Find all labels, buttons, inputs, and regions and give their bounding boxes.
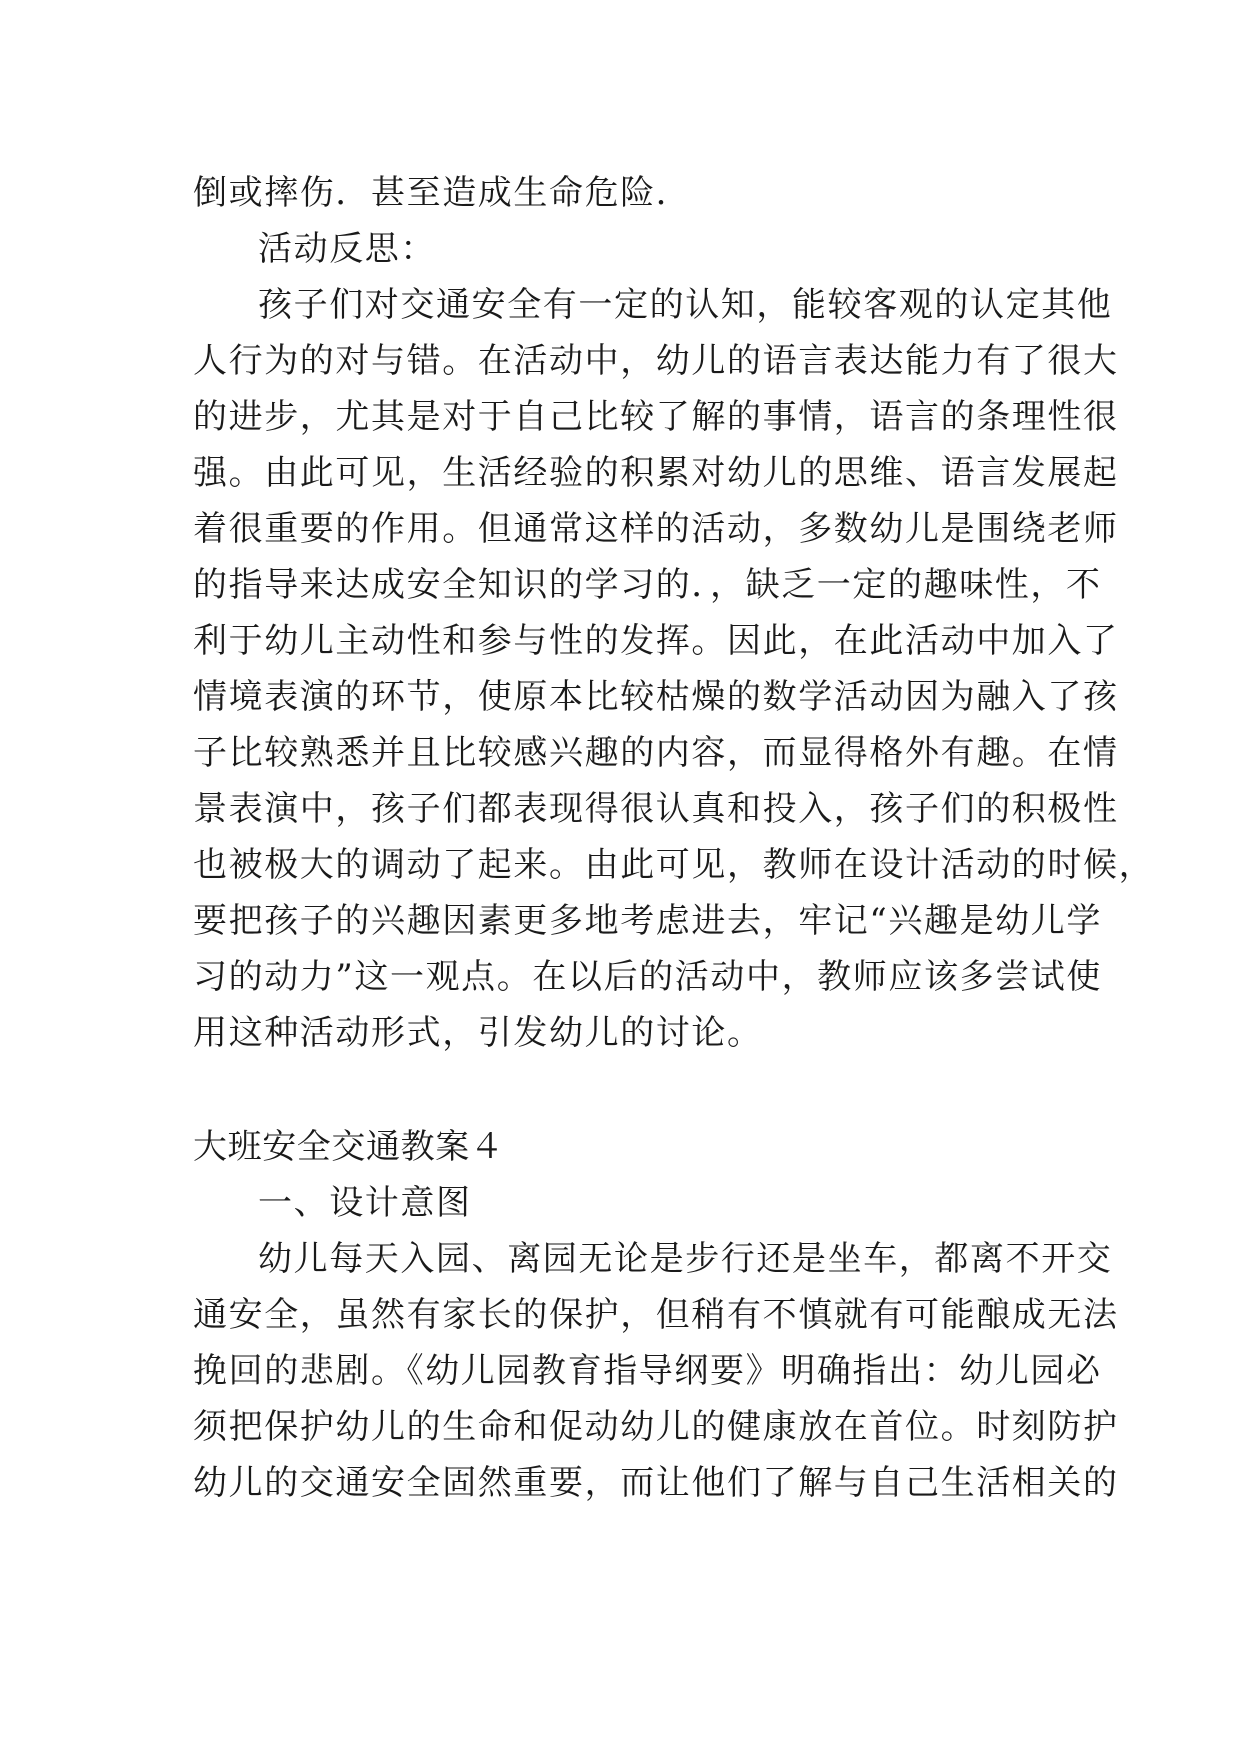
paragraph-line: 情境表演的环节，使原本比较枯燥的数学活动因为融入了孩 xyxy=(193,677,1119,717)
paragraph-line: 幼儿的交通安全固然重要，而让他们了解与自己生活相关的 xyxy=(193,1463,1119,1503)
reflection-heading: 活动反思： xyxy=(258,229,436,269)
paragraph-line: 幼儿每天入园、离园无论是步行还是坐车，都离不开交 xyxy=(258,1239,1113,1279)
paragraph-line: 习的动力”这一观点。在以后的活动中，教师应该多尝试使 xyxy=(193,957,1102,997)
lesson-title: 大班安全交通教案４ xyxy=(193,1127,505,1167)
paragraph-line: 人行为的对与错。在活动中，幼儿的语言表达能力有了很大 xyxy=(193,341,1119,381)
paragraph-line: 利于幼儿主动性和参与性的发挥。因此，在此活动中加入了 xyxy=(193,621,1119,661)
paragraph-line: 要把孩子的兴趣因素更多地考虑进去，牢记“兴趣是幼儿学 xyxy=(193,901,1102,941)
paragraph-line: 须把保护幼儿的生命和促动幼儿的健康放在首位。时刻防护 xyxy=(193,1407,1119,1447)
paragraph-line: 强。由此可见，生活经验的积累对幼儿的思维、语言发展起 xyxy=(193,453,1119,493)
paragraph-line: 也被极大的调动了起来。由此可见，教师在设计活动的时候， xyxy=(193,845,1155,885)
document-body xyxy=(193,165,1155,1511)
paragraph-line: 子比较熟悉并且比较感兴趣的内容，而显得格外有趣。在情 xyxy=(193,733,1119,773)
paragraph-line: 通安全，虽然有家长的保护，但稍有不慎就有可能酿成无法 xyxy=(193,1295,1119,1335)
paragraph-line: 用这种活动形式，引发幼儿的讨论。 xyxy=(193,1013,763,1053)
paragraph-line: 挽回的悲剧。《幼儿园教育指导纲要》明确指出：幼儿园必 xyxy=(193,1351,1102,1391)
paragraph-line: 景表演中，孩子们都表现得很认真和投入，孩子们的积极性 xyxy=(193,789,1119,829)
paragraph-line: 孩子们对交通安全有一定的认知，能较客观的认定其他 xyxy=(258,285,1113,325)
paragraph-line: 的指导来达成安全知识的学习的．，缺乏一定的趣味性，不 xyxy=(193,565,1102,605)
section-gap xyxy=(193,1061,1053,1119)
paragraph-line: 倒或摔伤．甚至造成生命危险． xyxy=(193,173,692,213)
paragraph-line: 的进步，尤其是对于自己比较了解的事情，语言的条理性很 xyxy=(193,397,1119,437)
paragraph-line: 着很重要的作用。但通常这样的活动，多数幼儿是围绕老师 xyxy=(193,509,1119,549)
section-heading: 一、设计意图 xyxy=(258,1183,472,1223)
